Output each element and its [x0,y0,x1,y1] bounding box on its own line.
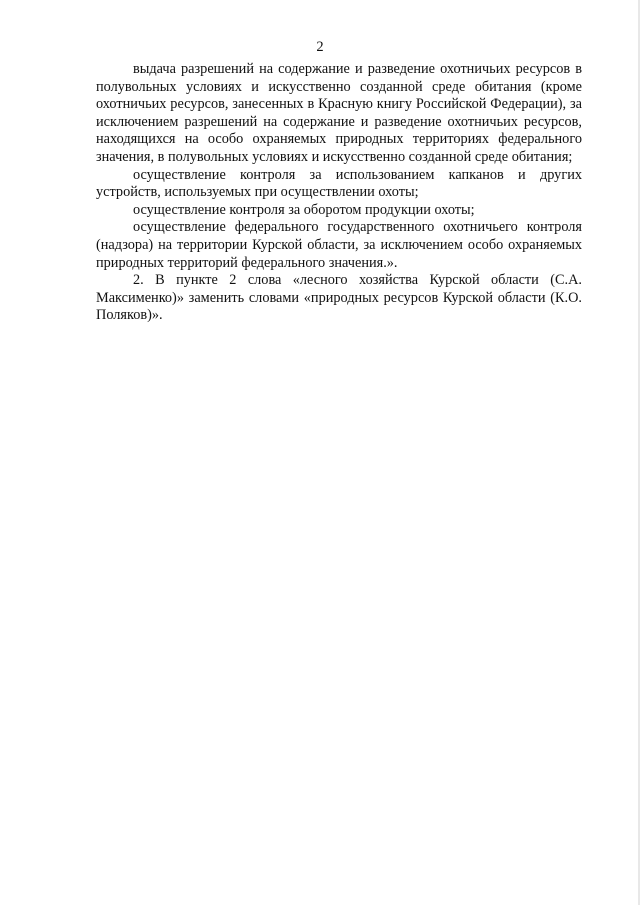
page-number: 2 [316,39,324,55]
paragraph-clause-2-amendment: 2. В пункте 2 слова «лесного хозяйства Курской области (С.А. Максименко)» заменить словами «природных ресурсов Курской области (К.О. Поляков)». [96,272,582,324]
paragraph-product-turnover-control: осуществление контроля за оборотом продукции охоты; [133,201,475,218]
paragraph-federal-hunting-supervision: осуществление федерального государственного охотничьего контроля (надзора) на территории Курской области, за исключением особо охраняемых природных территорий федерального значения.». [96,219,582,271]
document-body [96,61,582,325]
paragraph-trap-control: осуществление контроля за использованием капканов и других устройств, используемых при осуществлении охоты; [96,166,582,201]
paragraph-hunting-permits: выдача разрешений на содержание и разведение охотничьих ресурсов в полувольных условиях и искусственно созданной среде обитания (кроме охотничьих ресурсов, занесенных в Красную книгу Российской Федерации), за исключением разрешений на содержание и разведение охотничьих ресурсов, находящихся на особо охраняемых природных территориях федерального значения, в полувольных условиях и искусственно созданной среде обитания; [96,61,582,165]
